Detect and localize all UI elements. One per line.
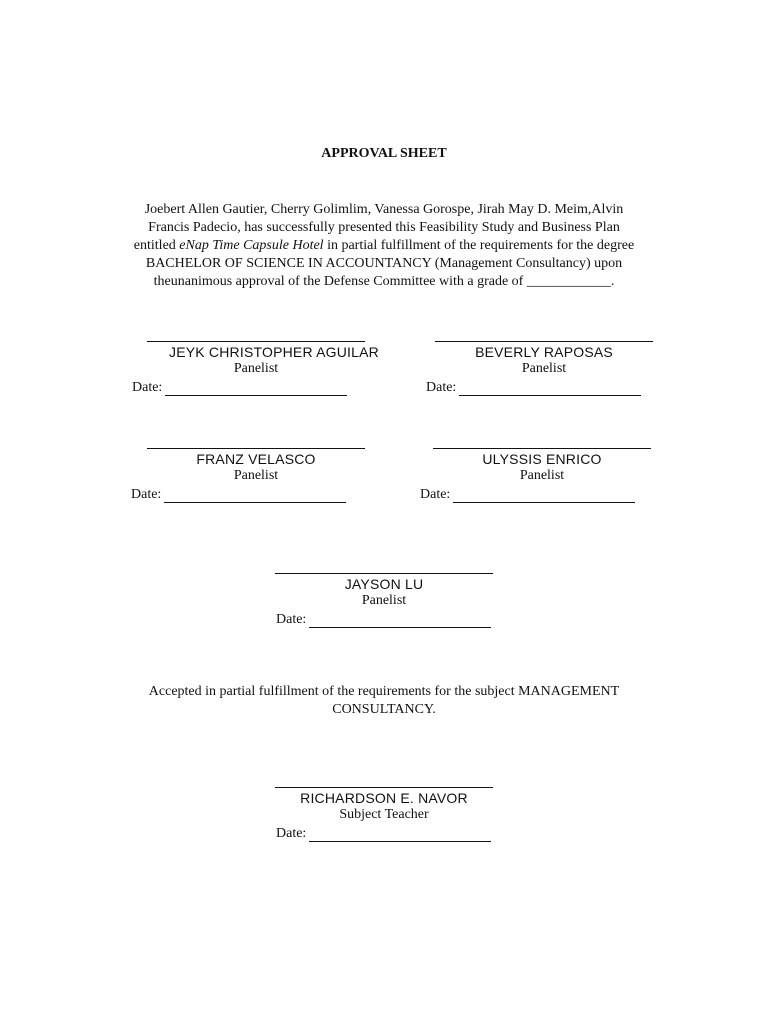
signatory-block <box>419 341 669 377</box>
signature-line <box>275 573 493 574</box>
signatory-block <box>131 341 381 377</box>
teacher-block <box>259 787 509 823</box>
date-line <box>309 828 491 842</box>
signature-line <box>275 787 493 788</box>
date-field <box>276 612 491 628</box>
intro-line: theunanimous approval of the Defense Committee with a grade of ____________. <box>153 274 615 289</box>
intro-line-text: entitled <box>133 238 180 253</box>
signatory-role: Panelist <box>233 468 279 483</box>
intro-line: Joebert Allen Gautier, Cherry Golimlim, Vanessa Gorospe, Jirah May D. Meim,Alvin <box>144 202 624 217</box>
acceptance-line: CONSULTANCY. <box>332 702 436 717</box>
signature-line <box>147 341 365 342</box>
signatory-name: JEYK CHRISTOPHER AGUILAR <box>169 344 379 360</box>
date-line <box>165 382 347 396</box>
date-field <box>131 487 346 503</box>
date-label: Date: <box>276 826 307 841</box>
intro-line: Francis Padecio, has successfully presented this Feasibility Study and Business Plan <box>148 220 620 235</box>
date-line <box>453 489 635 503</box>
date-line <box>164 489 346 503</box>
signatory-role: Panelist <box>519 468 565 483</box>
signatory-name: BEVERLY RAPOSAS <box>475 344 613 360</box>
signature-line <box>147 448 365 449</box>
signatory-name: FRANZ VELASCO <box>196 451 316 467</box>
date-line <box>309 614 491 628</box>
acceptance-line: Accepted in partial fulfillment of the requirements for the subject MANAGEMENT <box>148 684 620 699</box>
date-label: Date: <box>131 487 162 502</box>
date-field <box>276 826 491 842</box>
signatory-role: Panelist <box>521 361 567 376</box>
signatory-block <box>131 448 381 484</box>
signatory-role: Panelist <box>233 361 279 376</box>
intro-line <box>114 237 654 255</box>
date-label: Date: <box>132 380 163 395</box>
date-field <box>426 380 641 396</box>
signatory-block <box>417 448 667 484</box>
teacher-name: RICHARDSON E. NAVOR <box>300 790 468 806</box>
date-label: Date: <box>420 487 451 502</box>
date-label: Date: <box>426 380 457 395</box>
date-field <box>420 487 635 503</box>
intro-line: BACHELOR OF SCIENCE IN ACCOUNTANCY (Management Consultancy) upon <box>145 256 623 271</box>
teacher-role: Subject Teacher <box>339 807 429 822</box>
study-title: eNap Time Capsule Hotel <box>179 238 324 253</box>
acceptance-paragraph <box>120 683 648 719</box>
page-title: APPROVAL SHEET <box>321 146 447 161</box>
date-label: Date: <box>276 612 307 627</box>
date-field <box>132 380 347 396</box>
signatory-block <box>259 573 509 609</box>
signatory-role: Panelist <box>361 593 407 608</box>
intro-paragraph <box>114 201 654 291</box>
signatory-name: JAYSON LU <box>344 576 424 592</box>
intro-line-text: in partial fulfillment of the requirements for the degree <box>323 238 635 253</box>
date-line <box>459 382 641 396</box>
signature-line <box>435 341 653 342</box>
signatory-name: ULYSSIS ENRICO <box>482 451 602 467</box>
signature-line <box>433 448 651 449</box>
